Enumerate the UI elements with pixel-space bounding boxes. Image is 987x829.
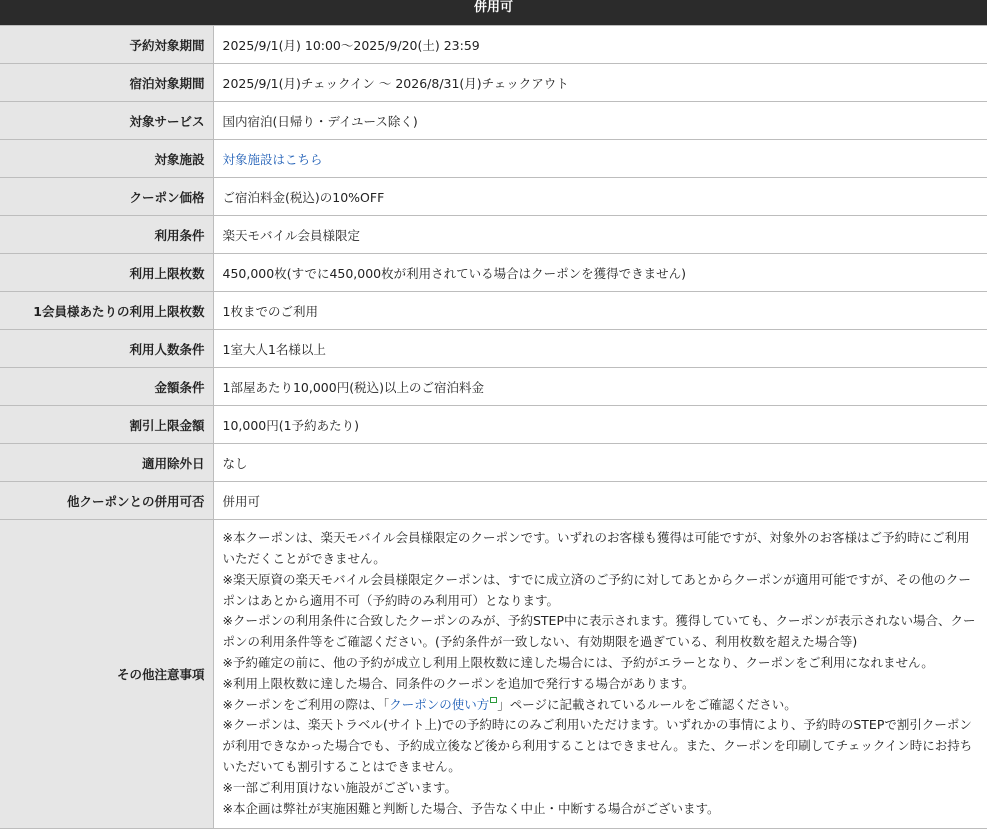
row-label: クーポン価格 <box>0 178 213 216</box>
table-row <box>0 178 987 216</box>
row-label: 宿泊対象期間 <box>0 64 213 102</box>
note-text: 」ページに記載されているルールをご確認ください。 <box>497 696 797 712</box>
row-label: 対象施設 <box>0 140 213 178</box>
table-row <box>0 102 987 140</box>
row-value: 1室大人1名様以上 <box>213 330 987 368</box>
table-row <box>0 368 987 406</box>
note-item: ※クーポンは、楽天トラベル(サイト上)での予約時にのみご利用いただけます。いずれかの事情により、予約時のSTEPで割引クーポンが利用できなかった場合でも、予約成立後など後から利用することはできません。また、クーポンを印刷してチェックイン時にお持ちいただいても割引することはできません。 <box>222 717 973 774</box>
row-value <box>213 140 987 178</box>
row-value: 併用可 <box>213 482 987 520</box>
row-value: 2025/9/1(月) 10:00〜2025/9/20(土) 23:59 <box>213 26 987 64</box>
coupon-usage-link[interactable]: クーポンの使い方 <box>389 696 490 712</box>
note-item: ※クーポンの利用条件に合致したクーポンのみが、予約STEP中に表示されます。獲得していても、クーポンが表示されない場合、クーポンの利用条件等をご確認ください。(予約条件が一致しない、有効期限を過ぎている、利用枚数を超えた場合等) <box>222 613 976 650</box>
row-value: 450,000枚(すでに450,000枚が利用されている場合はクーポンを獲得できません) <box>213 254 987 292</box>
note-item: ※予約確定の前に、他の予約が成立し利用上限枚数に達した場合には、予約がエラーとなり、クーポンをご利用になれません。 <box>222 654 934 670</box>
note-text: ※クーポンをご利用の際は、「 <box>222 696 390 712</box>
table-row <box>0 254 987 292</box>
row-value: 2025/9/1(月)チェックイン 〜 2026/8/31(月)チェックアウト <box>213 64 987 102</box>
table-header <box>0 0 987 26</box>
table-row <box>0 26 987 64</box>
external-link-icon <box>490 697 497 703</box>
header-title: 併用可 <box>473 0 513 15</box>
table-row <box>0 140 987 178</box>
row-label: 適用除外日 <box>0 444 213 482</box>
note-item: ※一部ご利用頂けない施設がございます。 <box>222 779 457 795</box>
row-value: ご宿泊料金(税込)の10%OFF <box>213 178 987 216</box>
note-item: ※楽天原資の楽天モバイル会員様限定クーポンは、すでに成立済のご予約に対してあとからクーポンが適用可能ですが、その他のクーポンはあとから適用不可（予約時のみ利用可）となります。 <box>222 571 971 608</box>
notes-content <box>213 520 987 829</box>
row-value: 1枚までのご利用 <box>213 292 987 330</box>
note-item-with-link <box>223 695 982 716</box>
row-label: 他クーポンとの併用可否 <box>0 482 213 520</box>
row-value: 1部屋あたり10,000円(税込)以上のご宿泊料金 <box>213 368 987 406</box>
target-facilities-link[interactable]: 対象施設はこちら <box>222 151 323 167</box>
table-row <box>0 330 987 368</box>
row-value: なし <box>213 444 987 482</box>
notes-label: その他注意事項 <box>0 520 213 829</box>
row-label: 利用条件 <box>0 216 213 254</box>
row-label: 金額条件 <box>0 368 213 406</box>
row-label: 対象サービス <box>0 102 213 140</box>
row-value: 10,000円(1予約あたり) <box>213 406 987 444</box>
table-row <box>0 482 987 520</box>
table-row <box>0 406 987 444</box>
row-label: 1会員様あたりの利用上限枚数 <box>0 292 213 330</box>
note-item: ※利用上限枚数に達した場合、同条件のクーポンを追加で発行する場合があります。 <box>222 675 695 691</box>
row-label: 割引上限金額 <box>0 406 213 444</box>
coupon-details-table <box>0 26 987 829</box>
table-row <box>0 444 987 482</box>
row-label: 利用人数条件 <box>0 330 213 368</box>
table-row <box>0 216 987 254</box>
note-item: ※本企画は弊社が実施困難と判断した場合、予告なく中止・中断する場合がございます。 <box>222 800 720 816</box>
row-value: 国内宿泊(日帰り・デイユース除く) <box>213 102 987 140</box>
row-value: 楽天モバイル会員様限定 <box>213 216 987 254</box>
note-item: ※本クーポンは、楽天モバイル会員様限定のクーポンです。いずれのお客様も獲得は可能ですが、対象外のお客様はご予約時にご利用いただくことができません。 <box>222 530 970 566</box>
table-row <box>0 292 987 330</box>
row-label: 利用上限枚数 <box>0 254 213 292</box>
table-row <box>0 64 987 102</box>
notes-row <box>0 520 987 829</box>
row-label: 予約対象期間 <box>0 26 213 64</box>
